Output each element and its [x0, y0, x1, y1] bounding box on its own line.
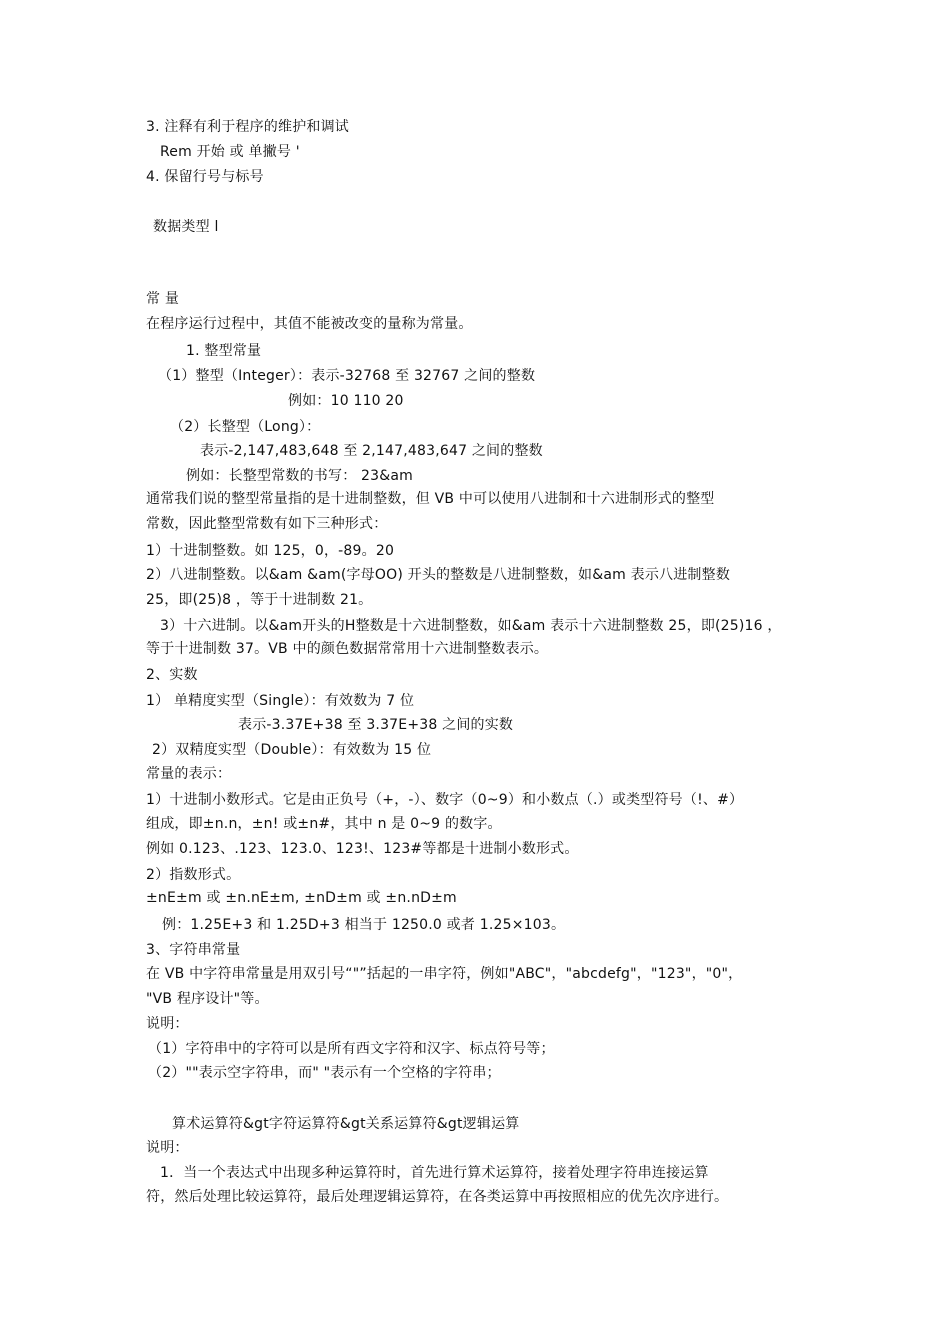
section-heading: 3、字符串常量: [146, 942, 241, 958]
text-line: 表示-3.37E+38 至 3.37E+38 之间的实数: [238, 717, 514, 733]
text-line: 例如：10 110 20: [288, 393, 404, 409]
section-heading: 2、实数: [146, 667, 198, 683]
text-line: 2）八进制整数。以&am &am(字母OO) 开头的整数是八进制整数，如&am 表示八进制整数: [146, 567, 731, 583]
text-line: 4. 保留行号与标号: [146, 169, 264, 185]
text-line: 1）十进制整数。如 125，0，-89。20: [146, 543, 395, 559]
text-line: 1．当一个表达式中出现多种运算符时，首先进行算术运算符，接着处理字符串连接运算: [160, 1165, 709, 1181]
section-heading: 常 量: [146, 291, 180, 307]
text-line: 1） 单精度实型（Single）：有效数为 7 位: [146, 693, 415, 709]
text-line: 在 VB 中字符串常量是用双引号“"”括起的一串字符，例如"ABC"，"abcdefg"，"123"，"0"，: [146, 966, 743, 982]
text-line: 等于十进制数 37。VB 中的颜色数据常常用十六进制整数表示。: [146, 641, 549, 657]
text-line: （1）整型（Integer）：表示-32768 至 32767 之间的整数: [158, 368, 536, 384]
text-line: 说明：: [146, 1140, 189, 1156]
text-line: 组成，即±n.n，±n! 或±n#，其中 n 是 0~9 的数字。: [146, 816, 502, 832]
text-line: 2）双精度实型（Double）：有效数为 15 位: [152, 742, 432, 758]
text-line: （2）""表示空字符串，而" "表示有一个空格的字符串；: [148, 1065, 501, 1081]
text-line: 例：1.25E+3 和 1.25D+3 相当于 1250.0 或者 1.25×103。: [162, 917, 566, 933]
text-line: 说明：: [146, 1016, 189, 1032]
text-line: 1. 整型常量: [186, 343, 262, 359]
text-line: Rem 开始 或 单撇号 ': [160, 144, 300, 160]
text-line: 常量的表示：: [146, 766, 232, 782]
text-line: 2）指数形式。: [146, 867, 241, 883]
text-line: 3. 注释有利于程序的维护和调试: [146, 119, 350, 135]
text-line: （2）长整型（Long）：: [170, 419, 321, 435]
text-line: ±nE±m 或 ±n.nE±m, ±nD±m 或 ±n.nD±m: [146, 890, 457, 906]
text-line: （1）字符串中的字符可以是所有西文字符和汉字、标点符号等；: [148, 1041, 555, 1057]
text-line: 算术运算符&gt字符运算符&gt关系运算符&gt逻辑运算: [172, 1116, 520, 1132]
text-line: 符，然后处理比较运算符，最后处理逻辑运算符，在各类运算中再按照相应的优先次序进行。: [146, 1189, 729, 1205]
text-line: 例如 0.123、.123、123.0、123!、123#等都是十进制小数形式。: [146, 841, 579, 857]
text-line: 25，即(25)8 ，等于十进制数 21。: [146, 592, 373, 608]
text-line: 表示-2,147,483,648 至 2,147,483,647 之间的整数: [200, 443, 543, 459]
text-line: 通常我们说的整型常量指的是十进制整数，但 VB 中可以使用八进制和十六进制形式的整型: [146, 491, 715, 507]
text-line: 例如：长整型常数的书写： 23&am: [186, 468, 413, 484]
text-line: "VB 程序设计"等。: [146, 991, 269, 1007]
text-line: 常数，因此整型常数有如下三种形式：: [146, 516, 388, 532]
text-line: 1）十进制小数形式。它是由正负号（+，-）、数字（0~9）和小数点（.）或类型符号（!、#）: [146, 792, 744, 808]
text-line: 3）十六进制。以&am开头的H整数是十六进制整数，如&am 表示十六进制整数 25，即(25)16 ，: [160, 618, 782, 634]
section-heading: 数据类型 l: [153, 219, 219, 235]
text-line: 在程序运行过程中，其值不能被改变的量称为常量。: [146, 316, 473, 332]
